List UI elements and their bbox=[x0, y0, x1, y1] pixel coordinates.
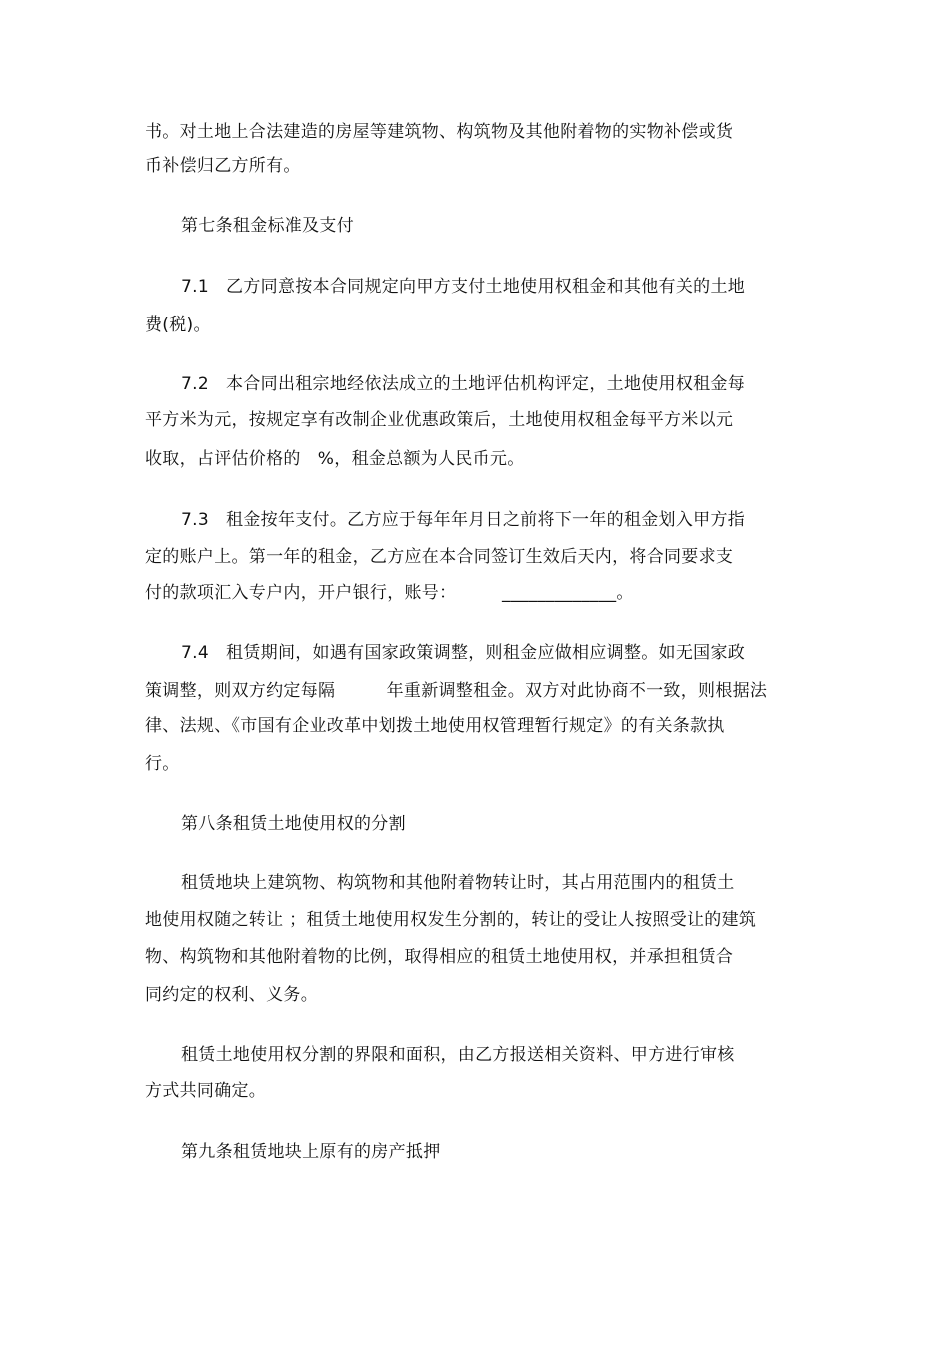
paragraph-line: 平方米为元，按规定享有改制企业优惠政策后，土地使用权租金每平方米以元 bbox=[145, 410, 734, 430]
paragraph-line: 7.4 租赁期间，如遇有国家政策调整，则租金应做相应调整。如无国家政 bbox=[181, 643, 746, 663]
section-heading: 第七条租金标准及支付 bbox=[181, 216, 354, 236]
paragraph-line: 租赁地块上建筑物、构筑物和其他附着物转让时，其占用范围内的租赁土 bbox=[181, 873, 735, 893]
paragraph-line: 7.2 本合同出租宗地经依法成立的土地评估机构评定，土地使用权租金每 bbox=[181, 374, 746, 394]
paragraph-line: 付的款项汇入专户内，开户银行，账号： _____________。 bbox=[145, 583, 634, 603]
paragraph-line: 费(税)。 bbox=[145, 315, 211, 335]
paragraph-line: 租赁土地使用权分割的界限和面积，由乙方报送相关资料、甲方进行审核 bbox=[181, 1045, 735, 1065]
paragraph-line: 物、构筑物和其他附着物的比例，取得相应的租赁土地使用权，并承担租赁合 bbox=[145, 947, 734, 967]
paragraph-line: 定的账户上。第一年的租金，乙方应在本合同签订生效后天内，将合同要求支 bbox=[145, 547, 734, 567]
paragraph-line: 同约定的权利、义务。 bbox=[145, 985, 318, 1005]
paragraph-line: 行。 bbox=[145, 754, 180, 774]
paragraph-line: 方式共同确定。 bbox=[145, 1081, 267, 1101]
paragraph-line: 地使用权随之转让 ；租赁土地使用权发生分割的，转让的受让人按照受让的建筑 bbox=[145, 910, 757, 930]
paragraph-line: 收取，占评估价格的 %，租金总额为人民币元。 bbox=[145, 449, 525, 469]
paragraph-line: 律、法规、《市国有企业改革中划拨土地使用权管理暂行规定》的有关条款执 bbox=[145, 716, 725, 736]
paragraph-line: 币补偿归乙方所有。 bbox=[145, 156, 301, 176]
paragraph-line: 7.3 租金按年支付。乙方应于每年年月日之前将下一年的租金划入甲方指 bbox=[181, 510, 746, 530]
paragraph-line: 书。对土地上合法建造的房屋等建筑物、构筑物及其他附着物的实物补偿或货 bbox=[145, 122, 734, 142]
section-heading: 第九条租赁地块上原有的房产抵押 bbox=[181, 1142, 441, 1162]
section-heading: 第八条租赁土地使用权的分割 bbox=[181, 814, 406, 834]
paragraph-line: 策调整，则双方约定每隔 年重新调整租金。双方对此协商不一致，则根据法 bbox=[145, 681, 768, 701]
paragraph-line: 7.1 乙方同意按本合同规定向甲方支付土地使用权租金和其他有关的土地 bbox=[181, 277, 746, 297]
